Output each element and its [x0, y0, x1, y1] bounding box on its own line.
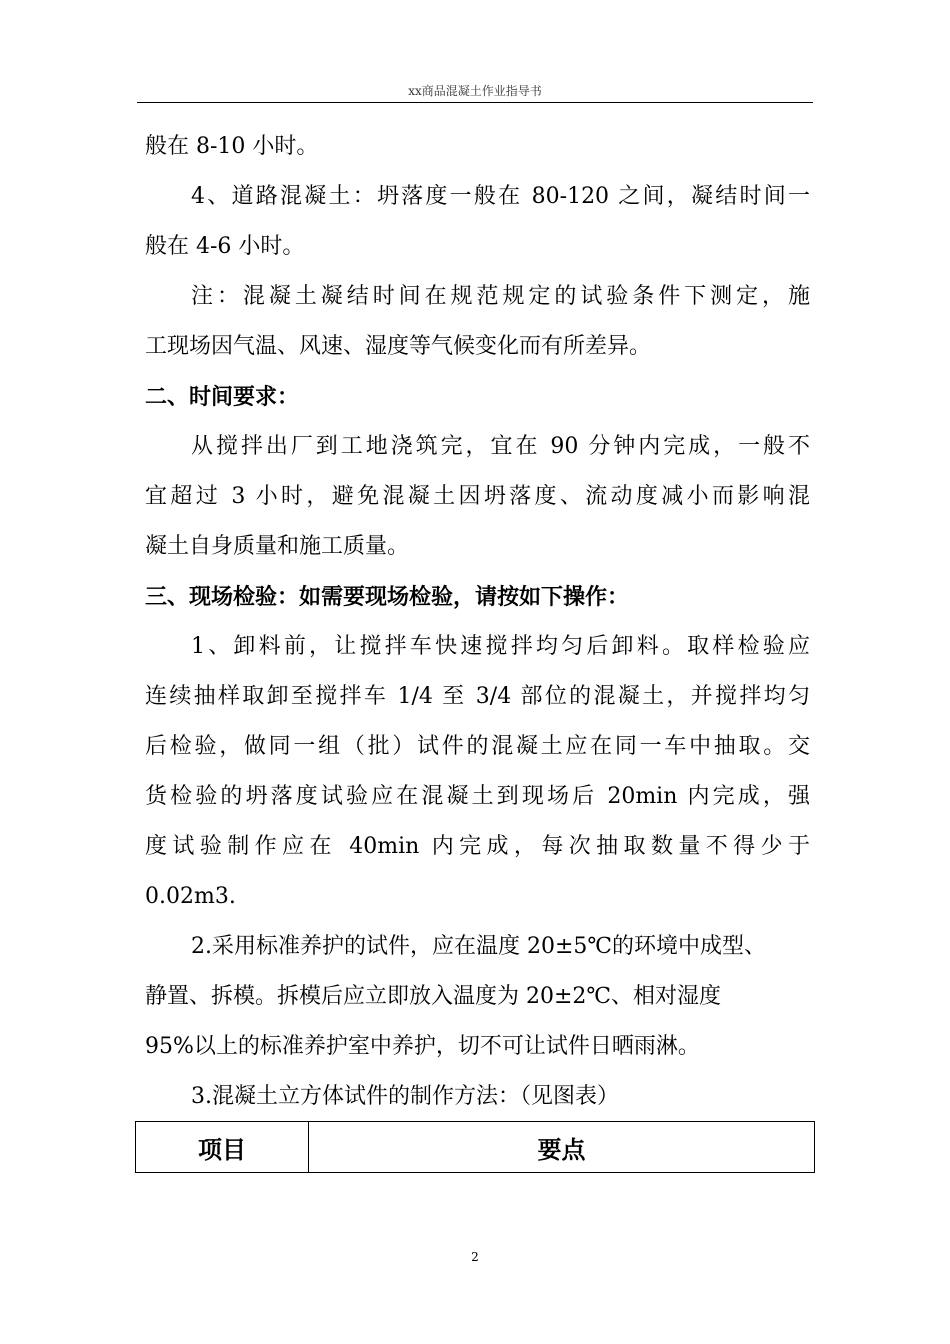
paragraph-line: 95%以上的标准养护室中养护，切不可让试件日晒雨淋。: [145, 1034, 700, 1059]
paragraph-line: 凝土自身质量和施工质量。: [145, 534, 410, 559]
table-header-row: [136, 1122, 815, 1173]
page-number: 2: [471, 1250, 479, 1264]
section-heading: 三、现场检验：如需要现场检验，请按如下操作：: [145, 584, 630, 610]
document-body: [145, 122, 810, 1122]
running-header: xx商品混凝土作业指导书: [408, 84, 542, 98]
table-header-item: 项目: [136, 1122, 309, 1173]
paragraph-line: 宜超过 3 小时，避免混凝土因坍落度、流动度减小而影响混: [145, 484, 810, 509]
specification-table: [135, 1121, 815, 1173]
paragraph-line: 货检验的坍落度试验应在混凝土到现场后 20min 内完成，强: [145, 784, 810, 809]
paragraph-line: 2.采用标准养护的试件，应在温度 20±5℃的环境中成型、: [191, 934, 767, 959]
paragraph-line: 后检验，做同一组（批）试件的混凝土应在同一车中抽取。交: [145, 734, 810, 759]
table-header-points: 要点: [309, 1122, 815, 1173]
paragraph-line: 4、道路混凝土：坍落度一般在 80-120 之间，凝结时间一: [191, 184, 810, 209]
header-divider: [137, 102, 813, 103]
paragraph-line: 3.混凝土立方体试件的制作方法：（见图表）: [191, 1084, 619, 1109]
paragraph-line: 从搅拌出厂到工地浇筑完，宜在 90 分钟内完成，一般不: [191, 434, 810, 459]
paragraph-line: 连续抽样取卸至搅拌车 1/4 至 3/4 部位的混凝土，并搅拌均匀: [145, 684, 810, 709]
paragraph-line: 般在 4-6 小时。: [145, 234, 305, 259]
paragraph-line: 注：混凝土凝结时间在规范规定的试验条件下测定，施: [191, 284, 810, 309]
section-heading: 二、时间要求：: [145, 384, 300, 410]
paragraph-line: 般在 8-10 小时。: [145, 134, 319, 159]
paragraph-line: 1、卸料前，让搅拌车快速搅拌均匀后卸料。取样检验应: [191, 634, 810, 659]
paragraph-line: 度试验制作应在 40min 内完成，每次抽取数量不得少于: [145, 834, 810, 859]
paragraph-line: 静置、拆模。拆模后应立即放入温度为 20±2℃、相对湿度: [145, 984, 722, 1009]
paragraph-line: 工现场因气温、风速、湿度等气候变化而有所差异。: [145, 334, 652, 359]
paragraph-line: 0.02m3.: [145, 884, 236, 909]
